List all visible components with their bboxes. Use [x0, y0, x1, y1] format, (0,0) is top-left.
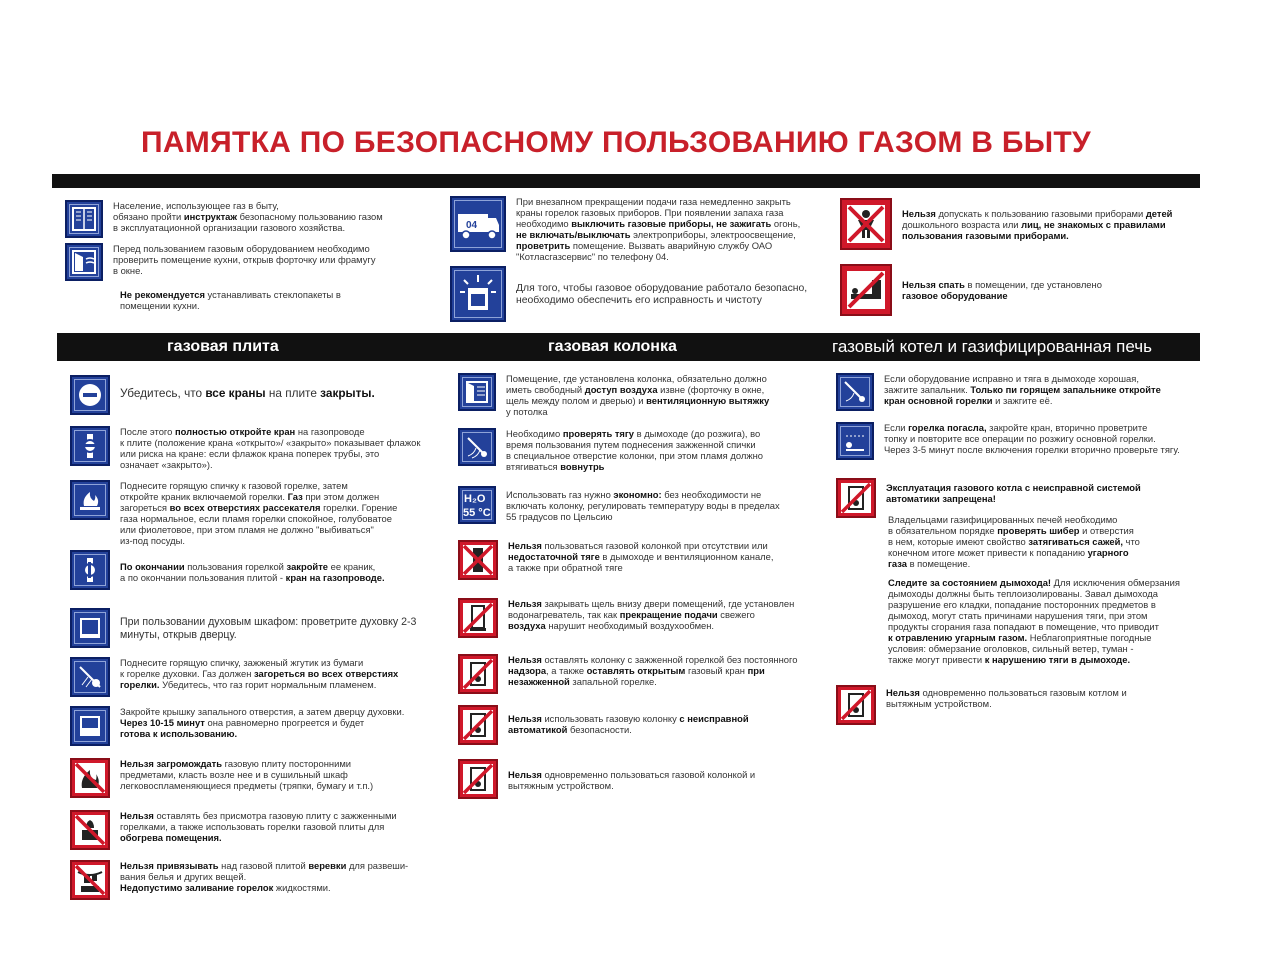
heater-text: Необходимо проверять тягу в дымоходе (до розжига), во время пользования путем поднесения зажженной спички в специальное отверстие колонки, при этом пламя должно втягиваться вовнутрь [506, 428, 763, 472]
intro-text: При внезапном прекращении подачи газа немедленно закрыть краны горелок газовых приборов. При появлении запаха газа необходимо выключить газовые приборы, не зажигать огонь, не включать/выключать электроприборы, электроосвещение, проветрить помещение. Вызвать аварийную службу ОАО "Котласгазсервис" по телефону 04. [516, 196, 801, 262]
stove-item [70, 426, 440, 470]
stove-text: Поднесите горящую спичку, зажженый жгутик из бумаги к горелке духовки. Газ должен загореться во всех отверстиях горелки. Убедитесь, что газ горит нормальным пламенем. [120, 657, 399, 690]
heater-item [458, 486, 818, 524]
stove-item [70, 550, 440, 590]
heater-item [458, 598, 818, 638]
open-window-icon [65, 243, 103, 281]
intro-item [840, 198, 1195, 250]
intro-item [450, 196, 830, 262]
oven-closed-icon [70, 706, 110, 746]
boiler-note-chimney-damper: Владельцами газифицированных печей необходимо в обязательном порядке проверять шибер и отверстия в нем, которые имеют свойство затягиваться сажей, что конечном итоге может привести к попаданию угарного газа в помещение. [888, 514, 1140, 569]
oven-match-icon [70, 657, 110, 697]
heater-item [458, 540, 818, 580]
heater-text: Нельзя пользоваться газовой колонкой при отсутствии или недостаточной тяге в дымоходе и вентиляционном канале, а также при обратной тяге [508, 540, 774, 573]
no-faulty-boiler-icon [836, 478, 876, 518]
stove-item [70, 657, 440, 697]
heater-text: Использовать газ нужно экономно: без необходимости не включать колонку, регулировать температуру воды в пределах 55 градусов по Цельсию [506, 489, 780, 522]
section-title-boiler: газовый котел и газифицированная печь [832, 337, 1152, 356]
stove-item [70, 706, 440, 746]
boiler-item [836, 422, 1196, 460]
intro-text: Нельзя допускать к пользованию газовыми приборами детей дошкольного возраста или лиц, не знакомых с правилами пользования газовыми приборами. [902, 208, 1173, 241]
heater-text: Нельзя использовать газовую колонку с неисправной автоматикой безопасности. [508, 713, 749, 735]
section-title-stove: газовая плита [167, 338, 279, 355]
stove-text: Нельзя загромождать газовую плиту посторонними предметами, класть возле нее и в сушильный шкаф легковоспламеняющиеся предметы (тряпки, бумагу и т.п.) [120, 758, 374, 791]
no-ropes-icon [70, 860, 110, 900]
no-draft-icon [458, 540, 498, 580]
intro-text: Нельзя спать в помещении, где установлено газовое оборудование [902, 279, 1102, 301]
boiler-text: Нельзя одновременно пользоваться газовым котлом и вытяжным устройством. [886, 687, 1127, 709]
boiler-note-chimney-state: Следите за состоянием дымохода! Для исключения обмерзания дымоходы должны быть теплоизолированы. Завал дымохода разрушение его кладки, попадание посторонних предметов в дымоход, могут стать причинами нарушения тяги, при этом продукты сгорания газа попадают в помещение, что приводит к отравлению угарным газом. Неблагоприятные погодные условия: обмерзание оголовков, сильный ветер, туман - также могут привести к нарушению тяги в дымоходе. [888, 577, 1180, 665]
stove-item [70, 480, 440, 546]
window-shutter-icon [65, 200, 103, 238]
gas-stove-lamp-icon [450, 266, 506, 322]
page-title: ПАМЯТКА ПО БЕЗОПАСНОМУ ПОЛЬЗОВАНИЮ ГАЗОМ В БЫТУ [140, 126, 1092, 159]
heater-item [458, 373, 818, 417]
no-unattended-icon [70, 810, 110, 850]
no-exhaust-hood-icon [458, 759, 498, 799]
intro-note: Не рекомендуется устанавливать стеклопакеты в помещении кухни. [120, 289, 341, 311]
stove-text: По окончании пользования горелкой закройте ее краник, а по окончании пользования плитой - кран на газопроводе. [120, 561, 385, 583]
pilot-light-icon [836, 373, 874, 411]
stove-text: Нельзя привязывать над газовой плитой веревки для развеши- вания белья и других вещей. Недопустимо заливание горелок жидкостями. [120, 860, 409, 893]
heater-item [458, 705, 818, 745]
section-title-heater: газовая колонка [548, 338, 677, 355]
stove-text: Нельзя оставлять без присмотра газовую плиту с зажженными горелками, а также использовать горелки газовой плиты для обогрева помещения. [120, 810, 397, 843]
boiler-item [836, 373, 1196, 411]
svg-text:55 °C: 55 °C [463, 507, 491, 519]
boiler-text: Если горелка погасла, закройте кран, вторично проветрите топку и повторите все операции по розжигу основной горелки. Через 3-5 минут после включения горелки вторично проверьте тягу. [884, 422, 1180, 455]
burner-out-icon [836, 422, 874, 460]
closed-knob-icon [70, 375, 110, 415]
gas-valve-icon [70, 426, 110, 466]
heater-text: Нельзя оставлять колонку с зажженной горелкой без постоянного надзора, а также оставлять открытым газовый кран при незажженной запальной горелке. [508, 654, 798, 687]
stove-item [70, 375, 440, 415]
stove-text: После этого полностью откройте кран на газопроводе к плите (положение крана «открыто»/ «закрыто» показывает флажок или риска на кране: если флажок крана поперек трубы, это означает «закрыто»). [120, 426, 421, 470]
intro-item [840, 264, 1195, 316]
intro-text: Для того, чтобы газовое оборудование работало безопасно, необходимо обеспечить его исправность и чистоту [516, 283, 808, 306]
valve-close-icon [70, 550, 110, 590]
no-blocked-door-icon [458, 598, 498, 638]
intro-item [450, 266, 830, 322]
draft-check-icon [458, 428, 496, 466]
air-access-icon [458, 373, 496, 411]
svg-text:04: 04 [466, 220, 478, 231]
boiler-text: Эксплуатация газового котла с неисправной системой автоматики запрещена! [886, 482, 1141, 504]
intro-text: Перед пользованием газовым оборудованием необходимо проверить помещение кухни, открыв форточку или фрамугу в окне. [113, 243, 376, 276]
boiler-item [836, 685, 1196, 725]
stove-item [70, 608, 440, 648]
gas-service-truck-icon [450, 196, 506, 252]
no-faulty-heater-icon [458, 705, 498, 745]
svg-text:H₂O: H₂O [464, 493, 486, 505]
boiler-item [836, 478, 1196, 518]
stove-item [70, 810, 440, 850]
no-sleeping-icon [840, 264, 892, 316]
stove-text: Закройте крышку запального отверстия, а затем дверцу духовки. Через 10-15 минут она равномерно прогреется и будет готова к использованию. [120, 706, 405, 739]
stove-text: Убедитесь, что все краны на плите закрыты. [120, 386, 375, 400]
intro-item [65, 243, 435, 281]
boiler-text: Если оборудование исправно и тяга в дымоходе хорошая, зажгите запальник. Только пи горящем запальнике откройте кран основной горелки и зажгите её. [884, 373, 1161, 406]
stove-text: Поднесите горящую спичку к газовой горелке, затем откройте краник включаемой горелки. Газ при этом должен загореться во всех отверстиях рассекателя горелки. Горение газа нормальное, если пламя горелки спокойное, голубоватое или фиолетовое, при этом пламя не должно "выбиваться" из-под посуды. [120, 480, 398, 546]
heater-item [458, 428, 818, 472]
intro-text: Население, использующее газ в быту, обязано пройти инструктаж безопасному пользованию газом в эксплуатационной организации газового хозяйства. [113, 200, 383, 233]
no-unattended-heater-icon [458, 654, 498, 694]
no-both-devices-icon [836, 685, 876, 725]
intro-item [65, 200, 435, 238]
heater-text: Нельзя закрывать щель внизу двери помещений, где установлен водонагреватель, так как прекращение подачи свежего воздуха нарушит необходимый воздухообмен. [508, 598, 795, 631]
heater-item [458, 654, 818, 694]
stove-item [70, 860, 440, 900]
stove-text: При пользовании духовым шкафом: проветрите духовку 2-3 минуты, открыв дверцу. [120, 616, 417, 641]
oven-door-icon [70, 608, 110, 648]
heater-item [458, 759, 818, 799]
no-clutter-icon [70, 758, 110, 798]
water-temperature-icon [458, 486, 496, 524]
heater-text: Нельзя одновременно пользоваться газовой колонкой и вытяжным устройством. [508, 769, 756, 791]
stove-item [70, 758, 440, 798]
no-children-icon [840, 198, 892, 250]
top-divider-bar [52, 174, 1200, 188]
burner-flame-icon [70, 480, 110, 520]
heater-text: Помещение, где установлена колонка, обязательно должно иметь свободный доступ воздуха извне (форточку в окне, щель между полом и дверью) и вентиляционную вытяжку у потолка [506, 373, 770, 417]
